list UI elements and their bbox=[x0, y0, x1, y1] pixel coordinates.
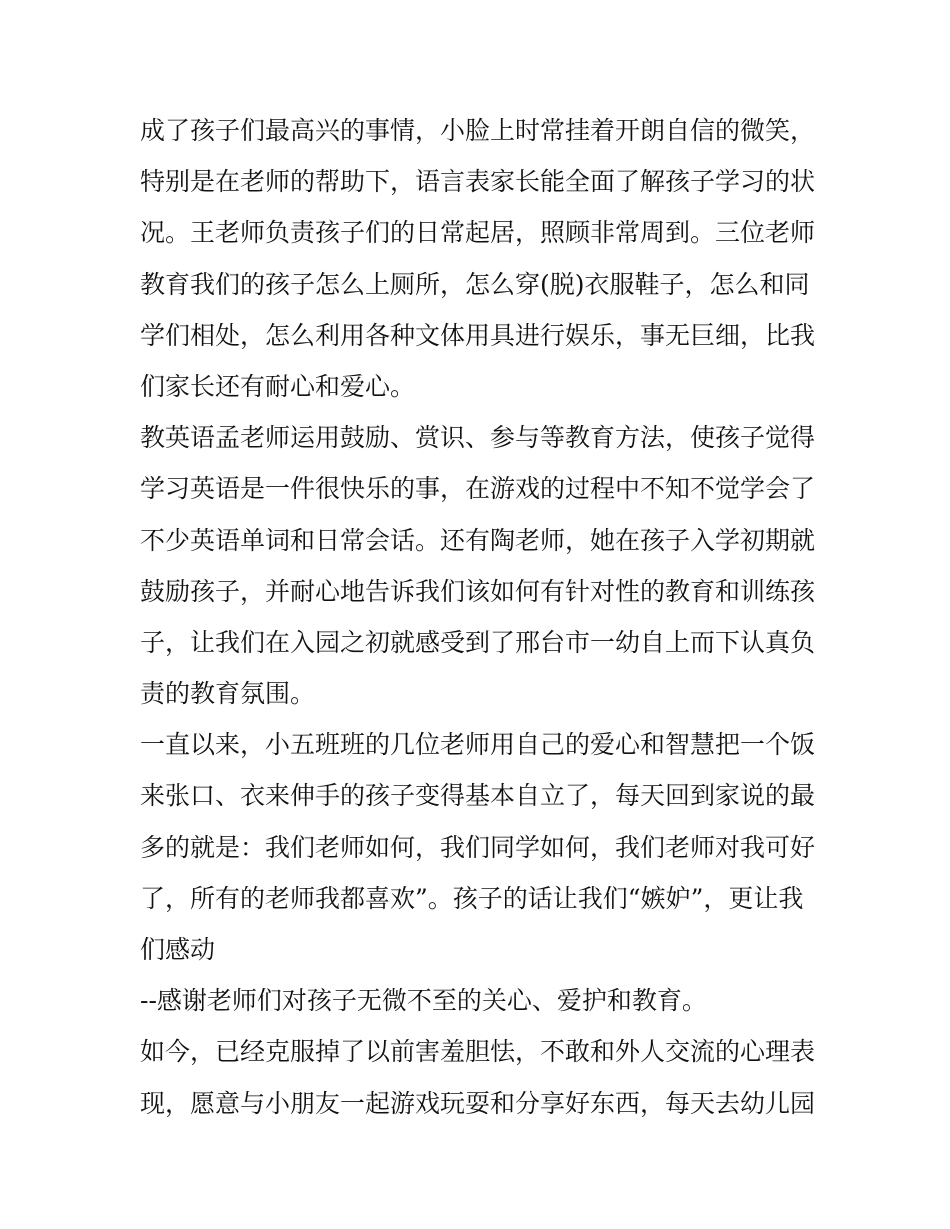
text-line: 特别是在老师的帮助下，语言表家长能全面了解孩子学习的状 bbox=[140, 167, 816, 197]
document-body bbox=[140, 105, 820, 1129]
text-line: 多的就是：我们老师如何，我们同学如何，我们老师对我可好 bbox=[140, 832, 816, 862]
text-line: 们家长还有耐心和爱心。 bbox=[140, 371, 416, 401]
text-line: 教英语孟老师运用鼓励、赏识、参与等教育方法，使孩子觉得 bbox=[140, 423, 816, 453]
text-line: 一直以来，小五班班的几位老师用自己的爱心和智慧把一个饭 bbox=[140, 730, 816, 760]
text-line: 了，所有的老师我都喜欢”。孩子的话让我们“嫉妒”，更让我 bbox=[140, 883, 804, 913]
text-line: 学习英语是一件很快乐的事，在游戏的过程中不知不觉学会了 bbox=[140, 474, 816, 504]
text-line: 况。王老师负责孩子们的日常起居，照顾非常周到。三位老师 bbox=[140, 218, 816, 248]
text-line: 教育我们的孩子怎么上厕所，怎么穿(脱)衣服鞋子，怎么和同 bbox=[140, 269, 810, 299]
text-line: 子，让我们在入园之初就感受到了邢台市一幼自上而下认真负 bbox=[140, 627, 816, 657]
text-line: 如今，已经克服掉了以前害羞胆怯，不敢和外人交流的心理表 bbox=[140, 1037, 816, 1067]
text-line: 现，愿意与小朋友一起游戏玩耍和分享好东西，每天去幼儿园 bbox=[140, 1088, 816, 1118]
text-line: 们感动 bbox=[140, 935, 216, 964]
text-line: 鼓励孩子，并耐心地告诉我们该如何有针对性的教育和训练孩 bbox=[140, 576, 816, 606]
text-line: 学们相处，怎么利用各种文体用具进行娱乐，事无巨细，比我 bbox=[140, 320, 816, 350]
text-line: 责的教育氛围。 bbox=[140, 679, 316, 709]
text-line: 来张口、衣来伸手的孩子变得基本自立了，每天回到家说的最 bbox=[140, 781, 816, 811]
text-line: 不少英语单词和日常会话。还有陶老师，她在孩子入学初期就 bbox=[140, 525, 816, 555]
text-line: 成了孩子们最高兴的事情，小脸上时常挂着开朗自信的微笑， bbox=[140, 116, 816, 145]
text-line: --感谢老师们对孩子无微不至的关心、爱护和教育。 bbox=[140, 986, 707, 1016]
